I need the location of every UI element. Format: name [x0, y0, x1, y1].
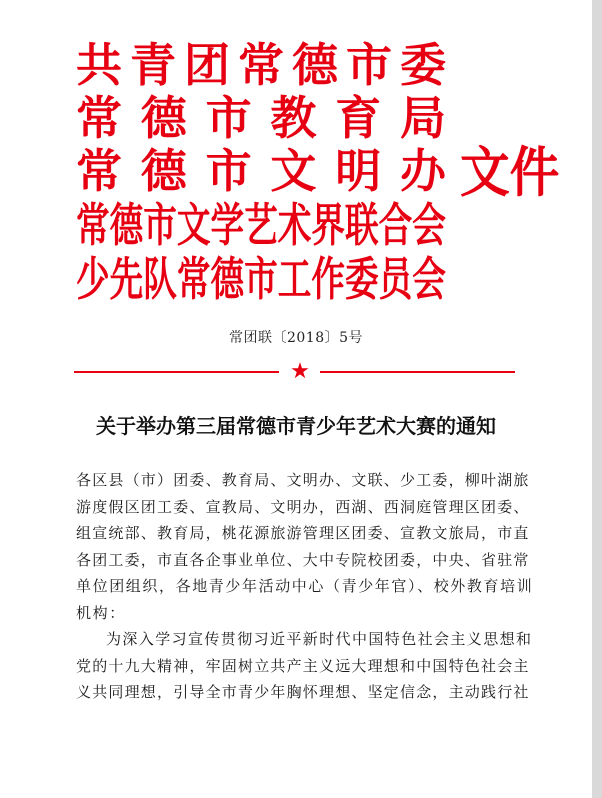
- star-icon: ★: [290, 359, 310, 384]
- addressee-line: 单位团组织，各地青少年活动中心（青少年官）、校外教育培训: [76, 577, 534, 595]
- red-divider-right: [320, 371, 515, 373]
- paragraph-line: 为深入学习宣传贯彻习近平新时代中国特色社会主义思想和: [106, 630, 533, 648]
- red-divider-left: [74, 371, 279, 373]
- issuing-organizations: [76, 38, 456, 308]
- org-name-young-pioneers-committee: 少先队常德市工作委员会: [76, 252, 446, 306]
- paragraph-line: 党的十九大精神，牢固树立共产主义远大理想和中国特色社会主: [76, 656, 530, 675]
- notice-body: [76, 467, 534, 706]
- addressee-line: 各区县（市）团委、教育局、文明办、文联、少工委，柳叶湖旅: [76, 471, 530, 489]
- notice-title: 关于举办第三届常德市青少年艺术大赛的通知: [96, 414, 496, 438]
- org-name-literature-art-federation: 常德市文学艺术界联合会: [76, 198, 446, 252]
- viewer-scroll-gutter: [592, 0, 602, 798]
- addressee-line: 游度假区团工委、宣教局、文明办，西湖、西洞庭管理区团委、: [76, 497, 530, 516]
- org-name-civilization-office: 常 德 市 文 明 办: [76, 144, 446, 198]
- addressee-line: 各团工委，市直各企事业单位、大中专院校团委，中央、省驻常: [76, 550, 530, 569]
- file-label: 文件: [460, 140, 560, 204]
- paragraph-line: 义共同理想，引导全市青少年胸怀理想、坚定信念，主动践行社: [76, 683, 530, 701]
- org-name-youth-league: 共 青 团 常 德 市 委: [76, 38, 446, 92]
- addressee-line: 组宣统部、教育局，桃花源旅游管理区团委、宣教文旅局，市直: [76, 524, 530, 542]
- addressee-line: 机构：: [76, 603, 126, 622]
- document-number: 常团联〔2018〕5号: [228, 330, 364, 346]
- org-name-education-bureau: 常 德 市 教 育 局: [76, 91, 446, 145]
